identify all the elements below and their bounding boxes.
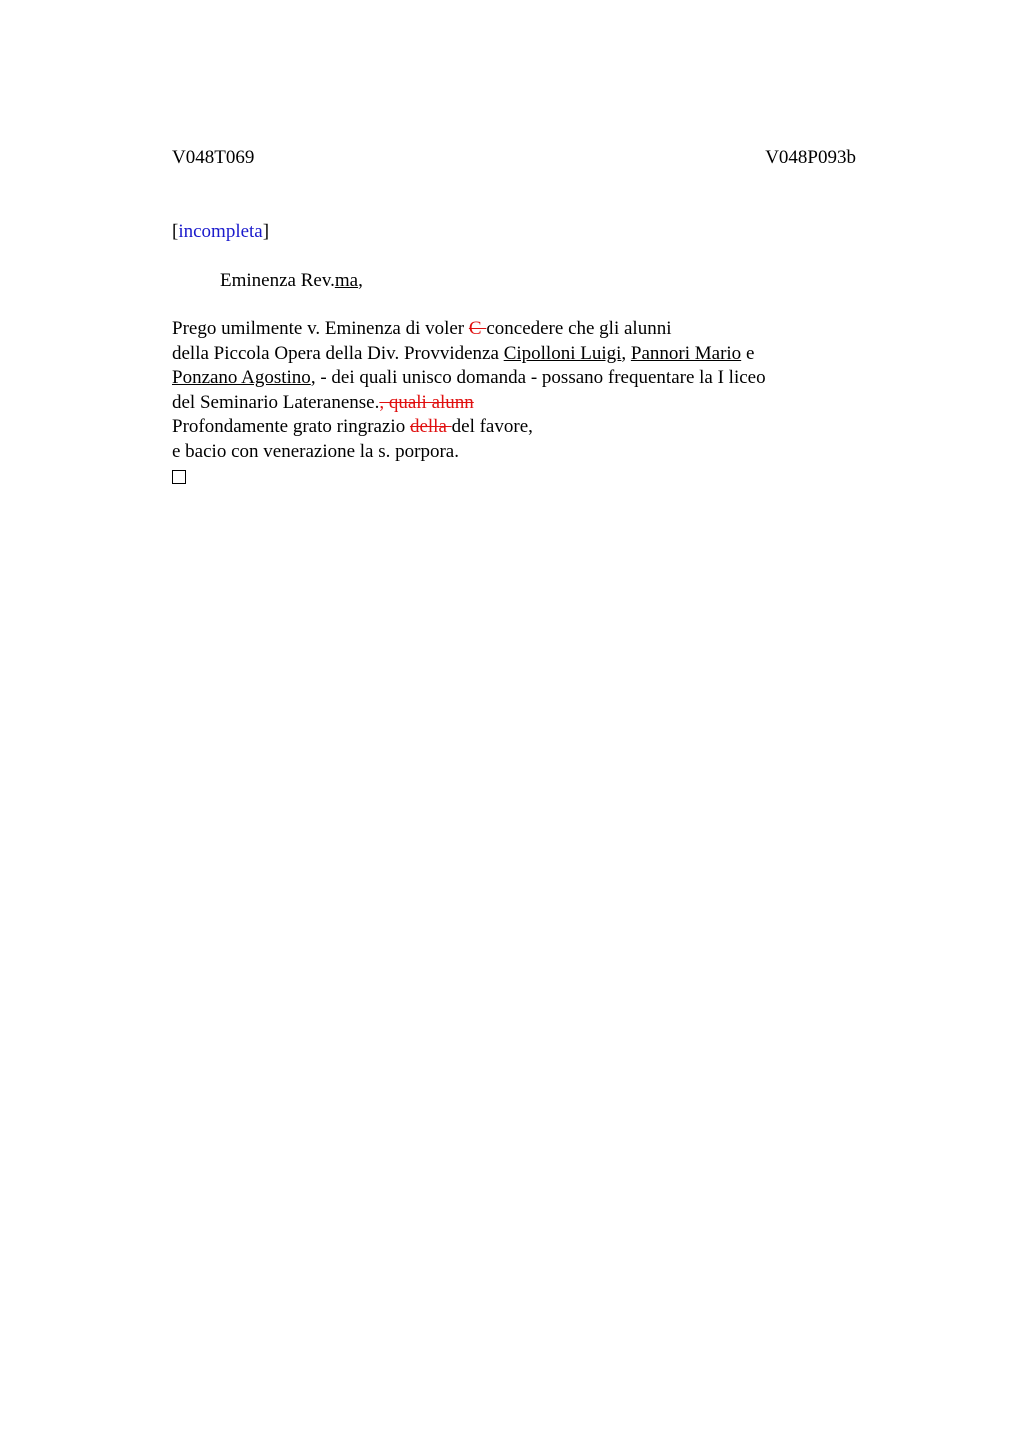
greeting-trail: , xyxy=(358,270,363,291)
status-open-bracket: [ xyxy=(172,221,179,242)
end-marker-line xyxy=(172,465,856,492)
body-line-2 xyxy=(172,342,856,367)
status-label: incompleta xyxy=(178,221,263,242)
body-line-5 xyxy=(172,415,856,440)
text-segment: e bacio con venerazione la s. porpora. xyxy=(172,440,459,462)
letter-greeting xyxy=(220,269,363,293)
deleted-text: , quali alunn xyxy=(379,391,474,413)
deleted-text: C xyxy=(468,318,487,339)
greeting-text: Eminenza Rev. xyxy=(220,270,335,291)
body-line-4 xyxy=(172,391,856,416)
student-name-2: Pannori Mario xyxy=(630,342,742,364)
text-segment: e xyxy=(741,342,755,364)
text-segment: , - dei quali unisco domanda - possano frequentare la I liceo xyxy=(310,367,766,389)
letter-body xyxy=(172,317,856,491)
student-name-3: Ponzano Agostino xyxy=(172,367,311,389)
text-segment: del Seminario Lateranense. xyxy=(172,391,380,413)
document-code-right: V048P093b xyxy=(765,147,856,168)
greeting-abbreviation: ma xyxy=(334,270,359,291)
status-close-bracket: ] xyxy=(262,221,270,242)
text-segment: Profondamente grato ringrazio xyxy=(172,416,410,438)
text-segment: Prego umilmente v. Eminenza di voler xyxy=(172,318,469,339)
text-segment: concedere che gli alunni xyxy=(486,318,672,339)
body-line-6 xyxy=(172,440,856,465)
student-name-1: Cipolloni Luigi xyxy=(503,342,622,364)
body-line-1 xyxy=(172,317,856,342)
end-box-icon xyxy=(172,470,186,484)
text-segment: , xyxy=(621,342,631,364)
document-header xyxy=(172,146,856,170)
document-page xyxy=(172,0,856,1450)
text-segment: della Piccola Opera della Div. Provvidenza xyxy=(172,342,504,364)
status-note xyxy=(172,220,269,244)
deleted-text: della xyxy=(409,416,452,438)
body-line-3 xyxy=(172,366,856,391)
text-segment: del favore, xyxy=(451,416,533,438)
document-code-left: V048T069 xyxy=(172,147,255,168)
